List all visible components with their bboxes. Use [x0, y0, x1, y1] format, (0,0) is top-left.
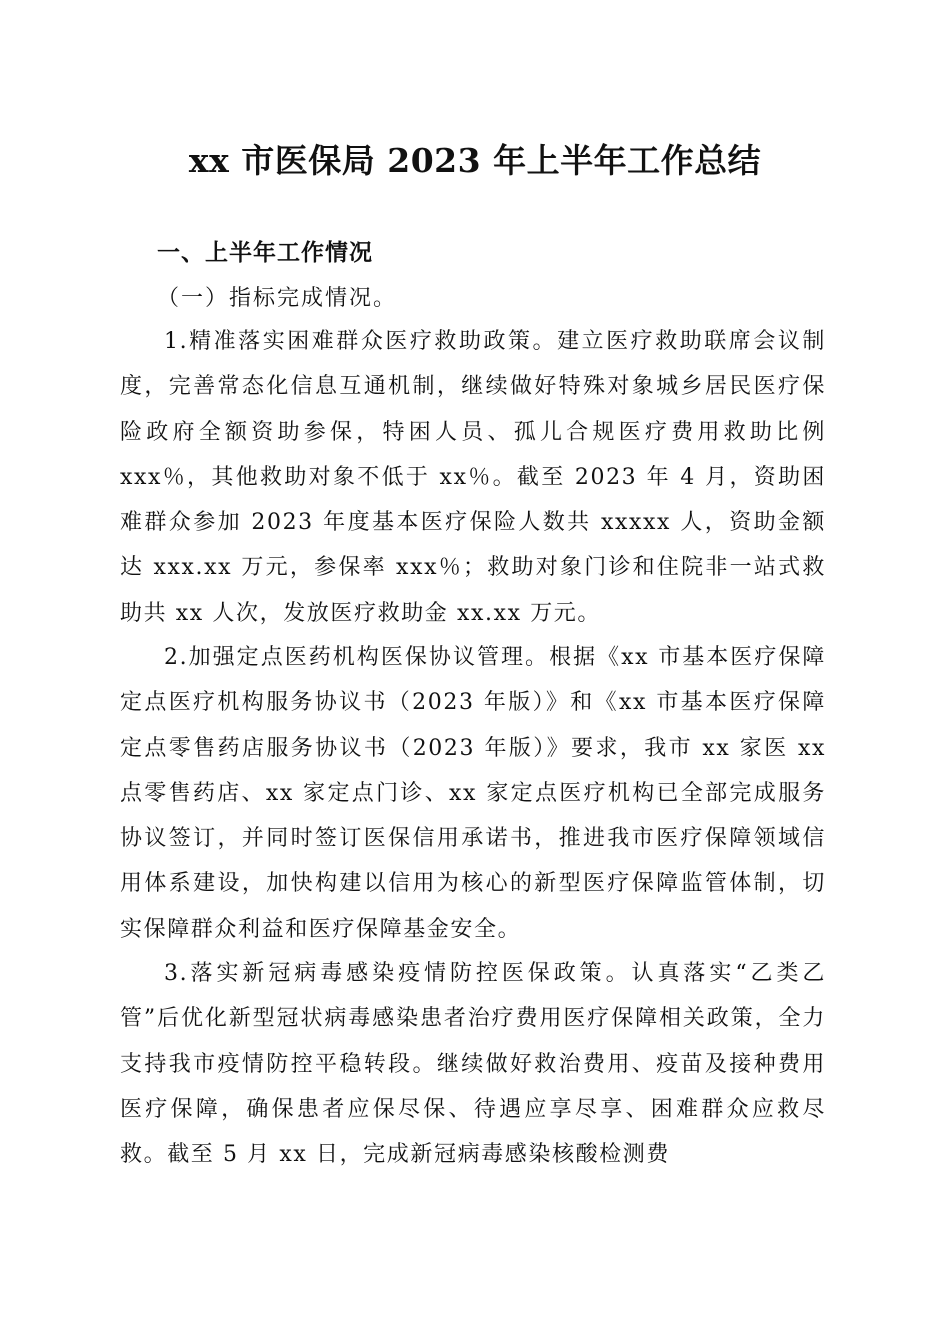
- paragraph-1: 1.精准落实困难群众医疗救助政策。建立医疗救助联席会议制度，完善常态化信息互通机制，继续做好特殊对象城乡居民医疗保险政府全额资助参保，特困人员、孤儿合规医疗费用救助比例 xxx％，其他救助对象不低于 xx％。截至 2023 年 4 月，资助困难群众参加 2023 年度基本医疗保险人数共 xxxxx 人，资助金额达 xxx.xx 万元，参保率 xxx％；救助对象门诊和住院非一站式救助共 xx 人次，发放医疗救助金 xx.xx 万元。: [120, 329, 826, 626]
- section-heading: 一、上半年工作情况: [157, 240, 373, 266]
- subsection-heading: （一）指标完成情况。: [157, 286, 398, 311]
- document-title: xx 市医保局 2023 年上半年工作总结: [188, 141, 762, 180]
- paragraph-3: 3.落实新冠病毒感染疫情防控医保政策。认真落实“乙类乙管”后优化新型冠状病毒感染患者治疗费用医疗保障相关政策，全力支持我市疫情防控平稳转段。继续做好救治费用、疫苗及接种费用医疗保障，确保患者应保尽保、待遇应享尽享、困难群众应救尽救。截至 5 月 xx 日，完成新冠病毒感染核酸检测费: [120, 961, 826, 1168]
- paragraph-2: 2.加强定点医药机构医保协议管理。根据《xx 市基本医疗保障定点医疗机构服务协议书（2023 年版）》和《xx 市基本医疗保障定点零售药店服务协议书（2023 年版）》要求，我市 xx 家医 xx 点零售药店、xx 家定点门诊、xx 家定点医疗机构已全部完成服务协议签订，并同时签订医保信用承诺书，推进我市医疗保障领域信用体系建设，加快构建以信用为核心的新型医疗保障监管体制，切实保障群众利益和医疗保障基金安全。: [120, 645, 826, 942]
